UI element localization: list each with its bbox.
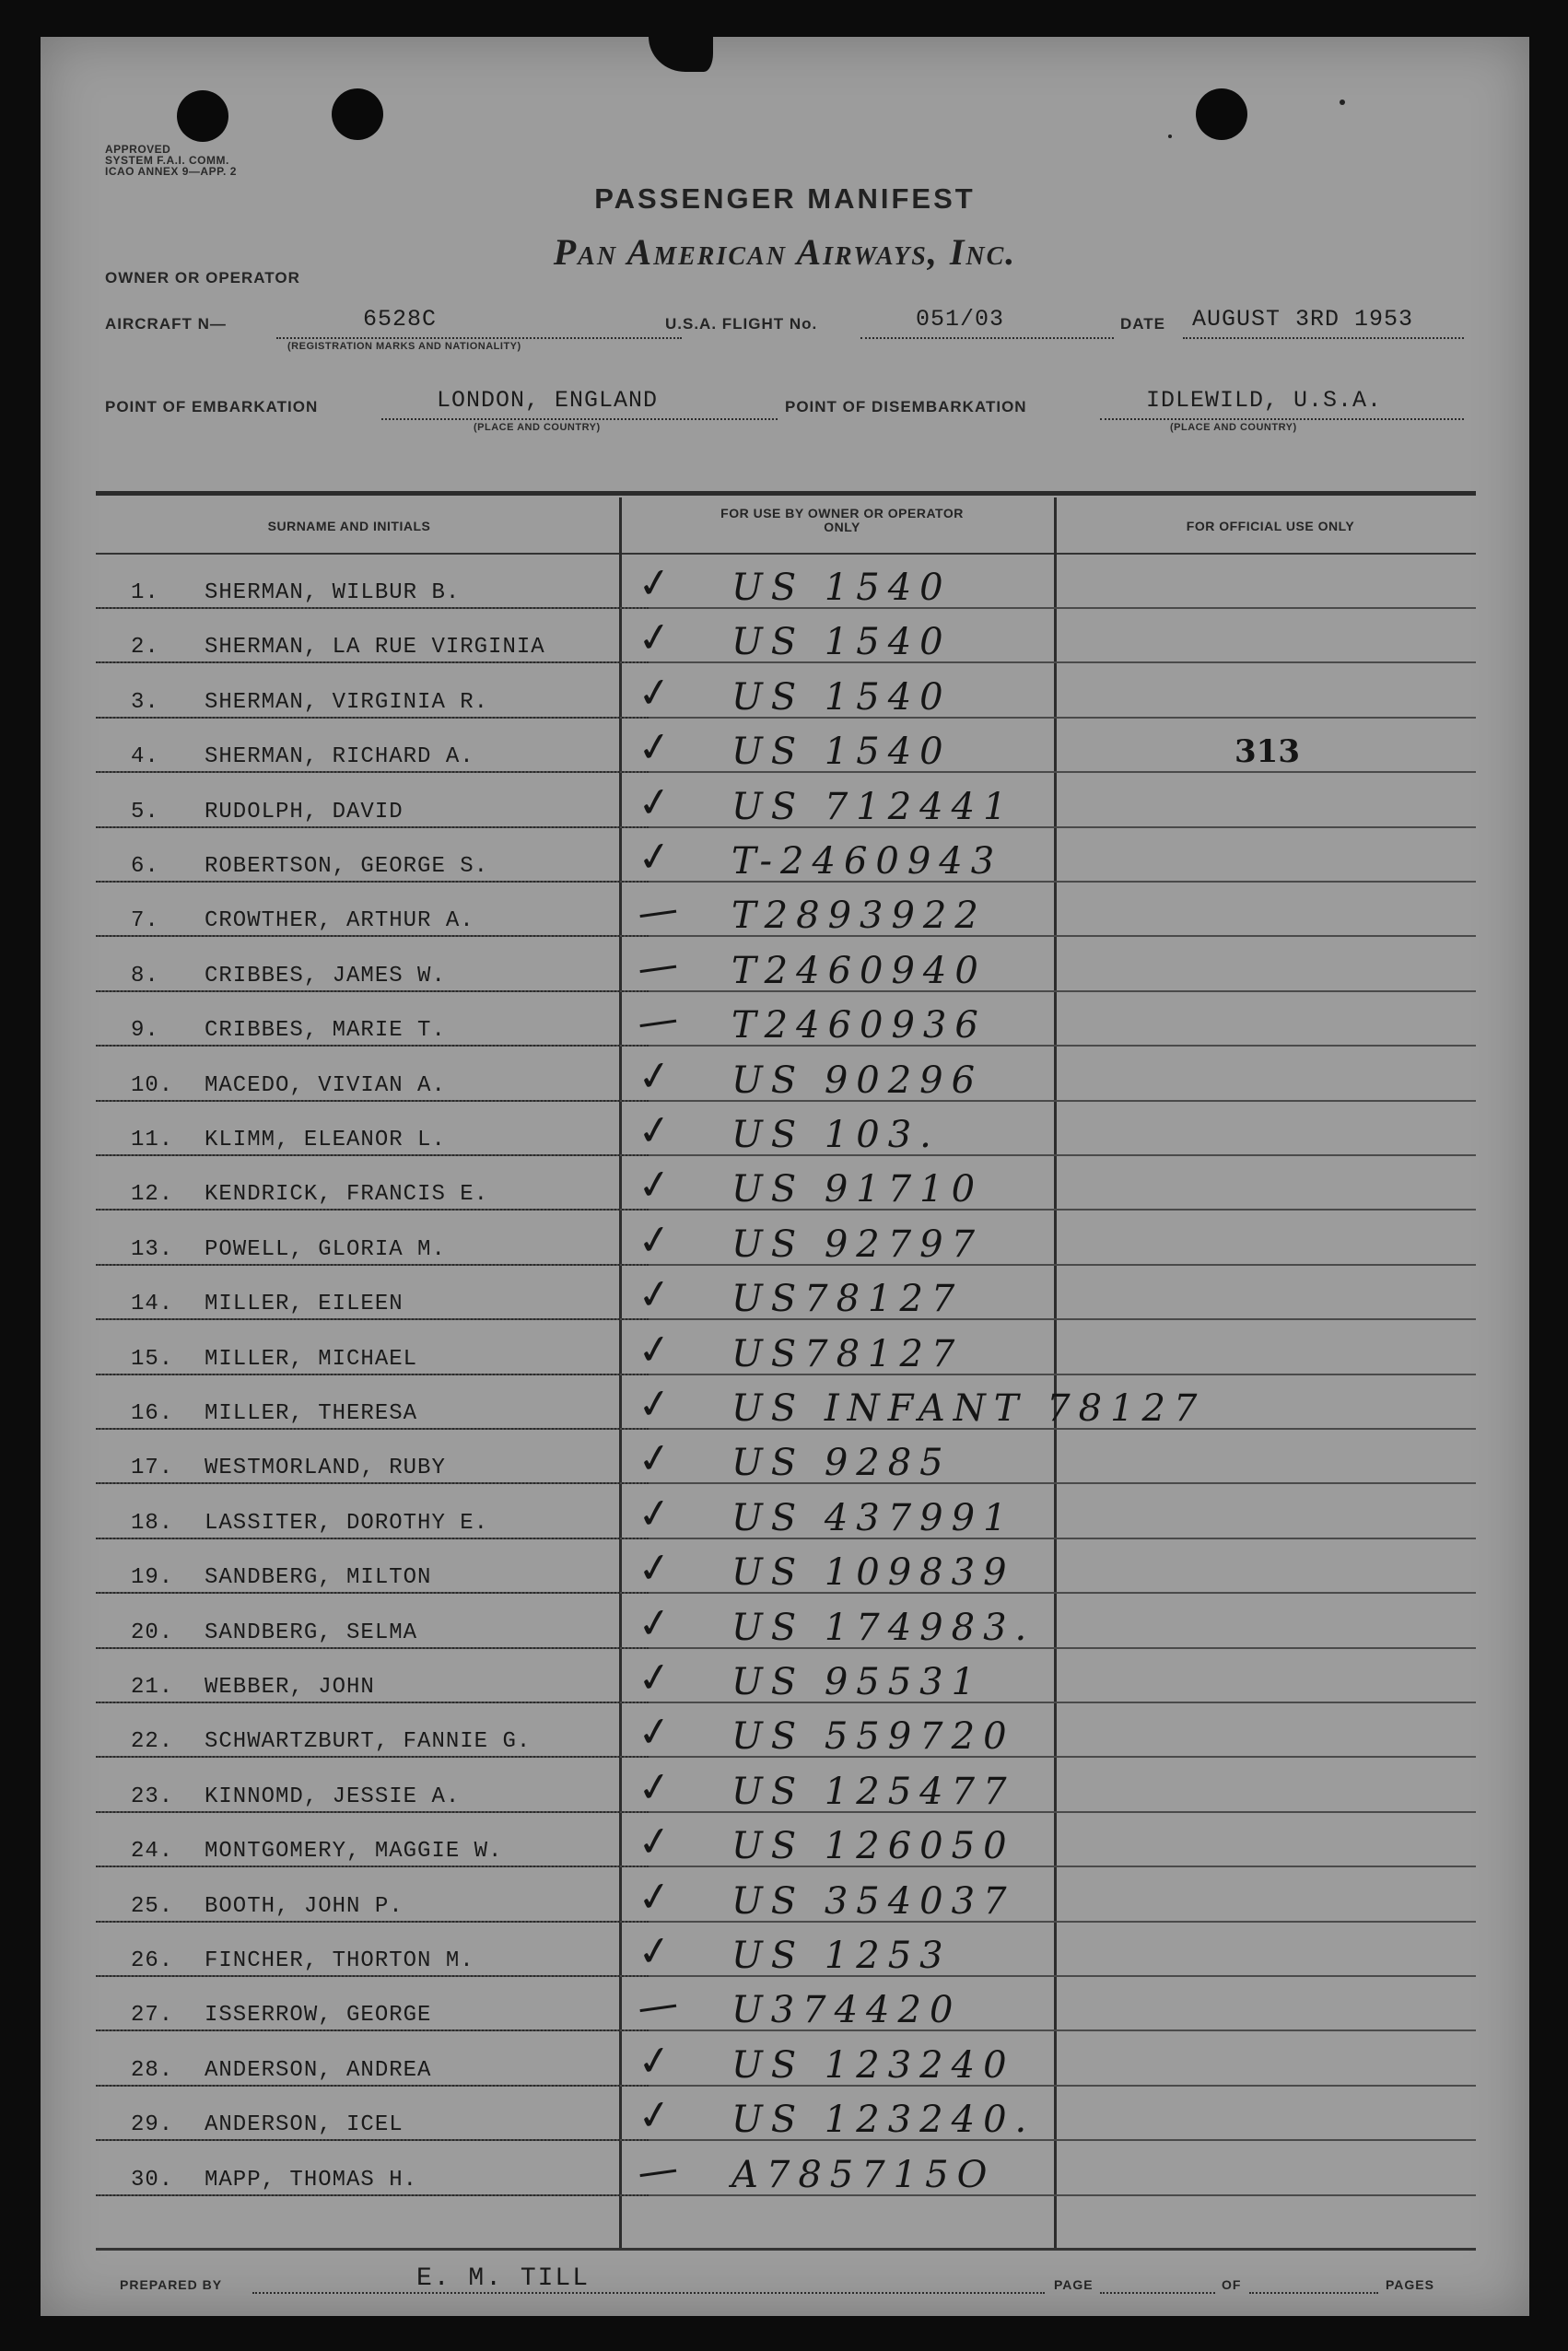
passport-number: A785715O xyxy=(731,2153,996,2196)
passenger-number: 16. xyxy=(131,1401,174,1426)
passenger-name: MILLER, EILEEN xyxy=(205,1292,404,1317)
check-mark: — xyxy=(634,940,682,993)
passenger-name: SANDBERG, SELMA xyxy=(205,1620,418,1645)
pages-label: PAGES xyxy=(1386,2277,1434,2292)
check-mark: ✓ xyxy=(634,2089,675,2142)
passenger-name: ROBERTSON, GEORGE S. xyxy=(205,854,489,879)
check-mark: ✓ xyxy=(634,1160,675,1211)
embarkation-value: LONDON, ENGLAND xyxy=(437,387,659,414)
table-row xyxy=(96,992,1476,1047)
passenger-name: CROWTHER, ARTHUR A. xyxy=(205,908,474,934)
passenger-name: SANDBERG, MILTON xyxy=(205,1565,432,1591)
passport-number: US 1540 xyxy=(731,567,952,609)
table-row xyxy=(96,938,1476,992)
aircraft-sub-label: (REGISTRATION MARKS AND NATIONALITY) xyxy=(287,341,521,352)
table-row xyxy=(96,1977,1476,2031)
passport-number: T-2460943 xyxy=(731,840,1003,883)
table-row xyxy=(96,1649,1476,1703)
passenger-name: KINNOMD, JESSIE A. xyxy=(205,1784,461,1809)
passenger-name: SHERMAN, RICHARD A. xyxy=(205,744,474,770)
passport-number: US 95531 xyxy=(731,1661,984,1703)
passport-number: US 1540 xyxy=(731,731,952,774)
check-mark: ✓ xyxy=(634,557,675,610)
table-row xyxy=(96,1047,1476,1102)
aircraft-label: AIRCRAFT N— xyxy=(105,315,227,333)
check-mark: ✓ xyxy=(634,1105,675,1157)
table-row xyxy=(96,1868,1476,1923)
passenger-number: 4. xyxy=(131,744,159,770)
passenger-number: 10. xyxy=(131,1072,174,1098)
passenger-name: WEBBER, JOHN xyxy=(205,1675,375,1700)
check-mark: ✓ xyxy=(634,1652,675,1704)
disembarkation-value: IDLEWILD, U.S.A. xyxy=(1146,387,1383,414)
passport-number: T2460936 xyxy=(731,1004,987,1047)
disembarkation-label: POINT OF DISEMBARKATION xyxy=(785,398,1027,415)
prepared-by-label: PREPARED BY xyxy=(120,2277,223,2292)
manifest-sheet xyxy=(41,37,1529,2316)
passenger-number: 13. xyxy=(131,1236,174,1262)
passenger-name: KENDRICK, FRANCIS E. xyxy=(205,1182,489,1208)
passenger-number: 19. xyxy=(131,1565,174,1591)
passport-number: US 123240. xyxy=(731,2099,1036,2142)
passenger-name: WESTMORLAND, RUBY xyxy=(205,1456,446,1481)
passenger-number: 7. xyxy=(131,908,159,934)
passenger-name: POWELL, GLORIA M. xyxy=(205,1236,446,1262)
passport-number: US 437991 xyxy=(731,1496,1015,1539)
passenger-number: 15. xyxy=(131,1346,174,1372)
passport-number: US 174983. xyxy=(731,1606,1036,1649)
table-row xyxy=(96,1595,1476,1649)
table-row xyxy=(96,1375,1476,1430)
check-mark: — xyxy=(634,2144,682,2197)
passenger-name: MILLER, MICHAEL xyxy=(205,1346,418,1372)
check-mark: — xyxy=(634,885,682,939)
passenger-number: 2. xyxy=(131,635,159,661)
check-mark: ✓ xyxy=(634,1542,675,1595)
check-mark: ✓ xyxy=(634,777,675,828)
prepared-by-value: E. M. TILL xyxy=(416,2264,591,2293)
table-row xyxy=(96,2032,1476,2087)
table-bottom-rule xyxy=(96,2248,1476,2251)
check-mark: ✓ xyxy=(634,1707,675,1759)
passport-number: US 123240 xyxy=(731,2043,1015,2087)
check-mark: ✓ xyxy=(634,1324,675,1375)
approval-block xyxy=(105,144,237,177)
date-value: AUGUST 3RD 1953 xyxy=(1192,306,1414,333)
passenger-number: 3. xyxy=(131,689,159,715)
check-mark: — xyxy=(634,995,682,1048)
column-header-official: FOR OFFICIAL USE ONLY xyxy=(1186,519,1355,533)
date-label: DATE xyxy=(1120,315,1166,333)
table-row xyxy=(96,1703,1476,1758)
passenger-number: 11. xyxy=(131,1128,174,1152)
passport-number: T2893922 xyxy=(731,895,987,938)
check-mark: ✓ xyxy=(634,1433,675,1485)
ink-speck xyxy=(1168,135,1172,138)
passenger-number: 1. xyxy=(131,580,159,605)
passenger-number: 29. xyxy=(131,2112,174,2138)
passport-number: US 90296 xyxy=(731,1059,984,1102)
prepared-by-underline xyxy=(252,2292,1045,2294)
passport-number: US 103. xyxy=(731,1114,940,1156)
table-top-rule xyxy=(96,491,1476,496)
passenger-number: 17. xyxy=(131,1456,174,1481)
page-label: PAGE xyxy=(1054,2277,1094,2292)
column-header-owner: FOR USE BY OWNER OR OPERATOR ONLY xyxy=(720,506,964,534)
punch-hole xyxy=(177,90,228,142)
passport-number: US 109839 xyxy=(731,1551,1015,1595)
passenger-name: CRIBBES, MARIE T. xyxy=(205,1018,446,1044)
table-row xyxy=(96,1211,1476,1266)
flight-number-label: U.S.A. FLIGHT No. xyxy=(665,315,818,333)
aircraft-value: 6528C xyxy=(363,306,438,333)
check-mark: — xyxy=(634,1980,682,2033)
check-mark: ✓ xyxy=(634,1597,675,1649)
approval-line: SYSTEM F.A.I. COMM. xyxy=(105,154,229,167)
of-underline xyxy=(1249,2292,1378,2294)
passport-number: US 1540 xyxy=(731,675,952,719)
table-row xyxy=(96,828,1476,883)
passport-number: US 92797 xyxy=(731,1222,984,1266)
table-row xyxy=(96,1485,1476,1539)
table-row xyxy=(96,719,1476,773)
check-mark: ✓ xyxy=(634,2035,675,2088)
passenger-number: 27. xyxy=(131,2003,174,2029)
table-row xyxy=(96,1321,1476,1375)
passenger-name: MAPP, THOMAS H. xyxy=(205,2167,418,2193)
embarkation-label: POINT OF EMBARKATION xyxy=(105,398,319,415)
aircraft-underline xyxy=(276,337,682,339)
passport-number: US 125477 xyxy=(731,1770,1015,1813)
table-row xyxy=(96,664,1476,719)
official-stamp-number: 313 xyxy=(1235,733,1300,770)
passenger-number: 21. xyxy=(131,1675,174,1700)
document-title: PASSENGER MANIFEST xyxy=(594,182,976,215)
passport-number: US 1540 xyxy=(731,621,952,664)
table-row xyxy=(96,1813,1476,1867)
passenger-number: 28. xyxy=(131,2057,174,2083)
flight-underline xyxy=(860,337,1114,339)
passport-number: T2460940 xyxy=(731,949,987,992)
passenger-number: 6. xyxy=(131,854,159,879)
flight-number-value: 051/03 xyxy=(916,306,1005,333)
torn-notch xyxy=(649,35,713,72)
check-mark: ✓ xyxy=(634,1925,675,1978)
passenger-number: 12. xyxy=(131,1182,174,1208)
passenger-name: CRIBBES, JAMES W. xyxy=(205,963,446,988)
passenger-number: 24. xyxy=(131,1839,174,1865)
passport-number: U374420 xyxy=(731,1989,962,2032)
passport-number: US 9285 xyxy=(731,1442,952,1485)
embarkation-sub-label: (PLACE AND COUNTRY) xyxy=(474,422,601,433)
table-row xyxy=(96,1156,1476,1211)
column-header-name: SURNAME AND INITIALS xyxy=(267,519,431,533)
passenger-name: ANDERSON, ANDREA xyxy=(205,2057,432,2083)
approval-line: APPROVED xyxy=(105,143,171,156)
check-mark: ✓ xyxy=(634,1761,675,1814)
table-row xyxy=(96,883,1476,937)
passenger-name: SHERMAN, LA RUE VIRGINIA xyxy=(205,635,545,661)
check-mark: ✓ xyxy=(634,1050,675,1102)
check-mark: ✓ xyxy=(634,1816,675,1868)
table-row xyxy=(96,1923,1476,1977)
passenger-number: 18. xyxy=(131,1510,174,1536)
ink-speck xyxy=(1340,99,1345,105)
passport-number: US78127 xyxy=(731,1332,964,1375)
owner-operator-label: OWNER OR OPERATOR xyxy=(105,269,300,287)
disembarkation-sub-label: (PLACE AND COUNTRY) xyxy=(1170,422,1297,433)
passenger-name: SCHWARTZBURT, FANNIE G. xyxy=(205,1729,532,1755)
passenger-name: KLIMM, ELEANOR L. xyxy=(205,1128,446,1152)
table-row xyxy=(96,2142,1476,2196)
passenger-name: MACEDO, VIVIAN A. xyxy=(205,1072,446,1098)
passenger-name: MONTGOMERY, MAGGIE W. xyxy=(205,1839,503,1865)
disembarkation-underline xyxy=(1100,418,1464,420)
check-mark: ✓ xyxy=(634,667,675,719)
table-row xyxy=(96,2087,1476,2141)
passenger-number: 25. xyxy=(131,1893,174,1919)
passenger-name: MILLER, THERESA xyxy=(205,1401,418,1426)
passenger-number: 22. xyxy=(131,1729,174,1755)
passport-number: US 354037 xyxy=(731,1879,1015,1923)
check-mark: ✓ xyxy=(634,1214,675,1267)
check-mark: ✓ xyxy=(634,1378,675,1431)
table-row xyxy=(96,1759,1476,1813)
punch-hole xyxy=(332,88,383,140)
passenger-name: ANDERSON, ICEL xyxy=(205,2112,404,2138)
check-mark: ✓ xyxy=(634,1488,675,1540)
passenger-name: RUDOLPH, DAVID xyxy=(205,799,404,825)
passenger-name: FINCHER, THORTON M. xyxy=(205,1948,474,1973)
table-row xyxy=(96,1430,1476,1484)
of-label: OF xyxy=(1222,2277,1242,2292)
passenger-number: 14. xyxy=(131,1292,174,1317)
passenger-number: 9. xyxy=(131,1018,159,1044)
passport-number: US 91710 xyxy=(731,1168,984,1211)
table-row xyxy=(96,555,1476,609)
check-mark: ✓ xyxy=(634,831,675,883)
passport-number: US78127 xyxy=(731,1278,964,1321)
table-row xyxy=(96,774,1476,828)
check-mark: ✓ xyxy=(634,1269,675,1321)
check-mark: ✓ xyxy=(634,1871,675,1923)
embarkation-underline xyxy=(381,418,778,420)
passenger-number: 26. xyxy=(131,1948,174,1973)
airline-name: Pan American Airways, Inc. xyxy=(553,231,1017,273)
passenger-number: 5. xyxy=(131,799,159,825)
punch-hole xyxy=(1196,88,1247,140)
passenger-number: 30. xyxy=(131,2167,174,2193)
passenger-name: SHERMAN, WILBUR B. xyxy=(205,580,461,605)
row-name-underline xyxy=(96,2194,649,2196)
passport-number: US 559720 xyxy=(731,1715,1015,1759)
passenger-number: 23. xyxy=(131,1784,174,1809)
passenger-number: 20. xyxy=(131,1620,174,1645)
date-underline xyxy=(1183,337,1464,339)
passport-number: US INFANT 78127 xyxy=(731,1387,1206,1430)
check-mark: ✓ xyxy=(634,721,675,774)
passport-number: US 126050 xyxy=(731,1825,1015,1868)
passenger-name: ISSERROW, GEORGE xyxy=(205,2003,432,2029)
passport-number: US 1253 xyxy=(731,1935,952,1977)
table-row xyxy=(96,609,1476,663)
passenger-name: LASSITER, DOROTHY E. xyxy=(205,1510,489,1536)
table-row xyxy=(96,1539,1476,1594)
approval-line: ICAO ANNEX 9—APP. 2 xyxy=(105,165,237,178)
passenger-number: 8. xyxy=(131,963,159,988)
passenger-name: BOOTH, JOHN P. xyxy=(205,1893,404,1919)
check-mark: ✓ xyxy=(634,613,675,664)
table-row xyxy=(96,1266,1476,1320)
page-underline xyxy=(1100,2292,1215,2294)
passenger-name: SHERMAN, VIRGINIA R. xyxy=(205,689,489,715)
table-row xyxy=(96,1102,1476,1156)
passport-number: US 712441 xyxy=(731,785,1015,828)
